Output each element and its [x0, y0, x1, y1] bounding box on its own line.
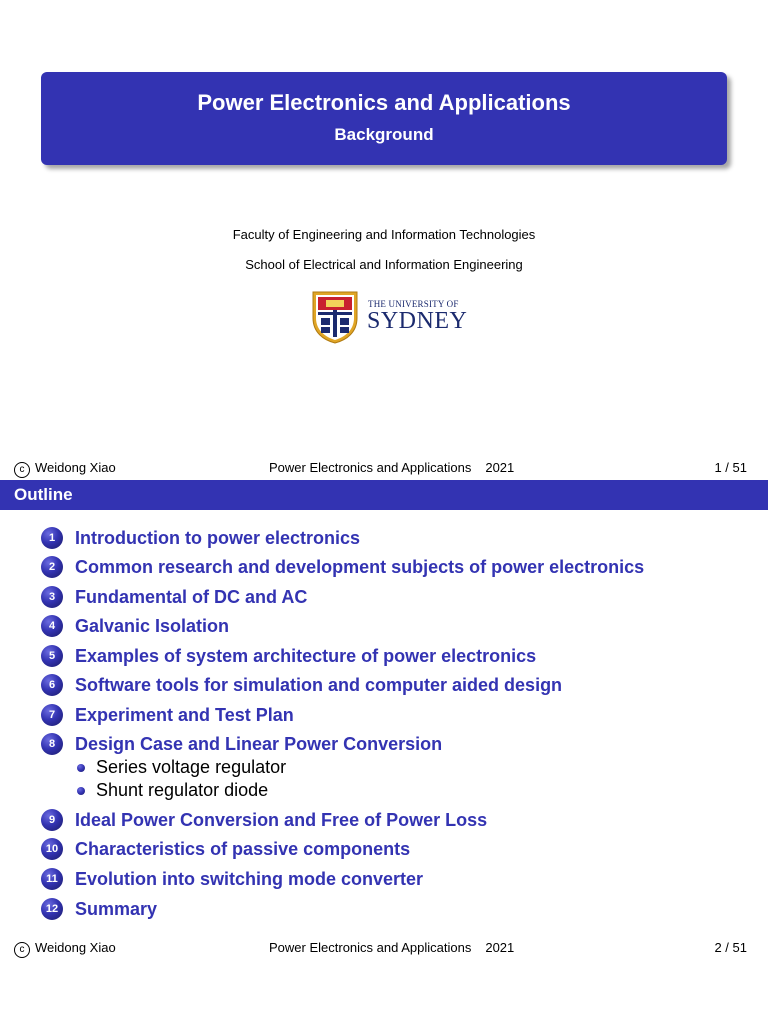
slide-footer [0, 460, 768, 480]
section-number-badge: 4 [41, 615, 63, 637]
presentation-subtitle: Background [334, 125, 434, 144]
title-box [41, 72, 727, 165]
footer-author-name: Weidong Xiao [35, 940, 116, 955]
toc-item-label[interactable]: Common research and development subjects of power electronics [75, 557, 645, 577]
section-number-badge: 7 [41, 704, 63, 726]
toc-item-label[interactable]: Galvanic Isolation [75, 616, 230, 636]
toc-subitem-label[interactable]: Shunt regulator diode [96, 780, 269, 800]
footer-title: Power Electronics and Applications [269, 460, 472, 475]
bullet-icon [77, 764, 85, 772]
section-number-badge: 6 [41, 674, 63, 696]
section-number-badge: 5 [41, 645, 63, 667]
toc-item-label[interactable]: Examples of system architecture of power electronics [75, 646, 537, 666]
section-number-badge: 9 [41, 809, 63, 831]
school-name: School of Electrical and Information Engineering [245, 257, 523, 272]
toc-item-label[interactable]: Characteristics of passive components [75, 839, 411, 859]
copyright-icon: c [14, 462, 30, 478]
toc-item-label[interactable]: Evolution into switching mode converter [75, 869, 424, 889]
footer-author [14, 460, 116, 478]
footer-year: 2021 [485, 460, 515, 475]
title-slide [0, 0, 768, 480]
bullet-icon [77, 787, 85, 795]
toc-item-label[interactable]: Summary [75, 899, 158, 919]
section-number-badge: 1 [41, 527, 63, 549]
toc-item-label[interactable]: Design Case and Linear Power Conversion [75, 734, 443, 754]
section-number-badge: 12 [41, 898, 63, 920]
footer-title: Power Electronics and Applications [269, 940, 472, 955]
table-of-contents [0, 480, 768, 960]
page-number: 2 / 51 [714, 940, 747, 955]
logo-text-big: SYDNEY [367, 308, 468, 334]
frame-title: Outline [14, 485, 73, 504]
section-number-badge: 11 [41, 868, 63, 890]
university-crest-icon [311, 290, 359, 344]
section-number-badge: 2 [41, 556, 63, 578]
section-number-badge: 3 [41, 586, 63, 608]
section-number-badge: 8 [41, 733, 63, 755]
university-logo [311, 290, 468, 346]
outline-slide [0, 480, 768, 960]
toc-item-label[interactable]: Software tools for simulation and computer aided design [75, 675, 563, 695]
faculty-name: Faculty of Engineering and Information Technologies [232, 227, 536, 242]
footer-author-name: Weidong Xiao [35, 460, 116, 475]
toc-item-label[interactable]: Experiment and Test Plan [75, 705, 294, 725]
toc-item-label[interactable]: Fundamental of DC and AC [75, 587, 308, 607]
footer-author [14, 940, 116, 958]
logo-text-small: THE UNIVERSITY OF [368, 299, 459, 309]
page-number: 1 / 51 [714, 460, 747, 475]
copyright-icon: c [14, 942, 30, 958]
toc-subitem-label[interactable]: Series voltage regulator [96, 757, 287, 777]
footer-year: 2021 [485, 940, 515, 955]
presentation-title: Power Electronics and Applications [197, 90, 571, 115]
footer-center [269, 460, 514, 475]
footer-center [269, 940, 514, 955]
slide-footer [0, 940, 768, 960]
toc-item-label[interactable]: Ideal Power Conversion and Free of Power Loss [75, 810, 488, 830]
section-number-badge: 10 [41, 838, 63, 860]
toc-item-label[interactable]: Introduction to power electronics [75, 528, 361, 548]
